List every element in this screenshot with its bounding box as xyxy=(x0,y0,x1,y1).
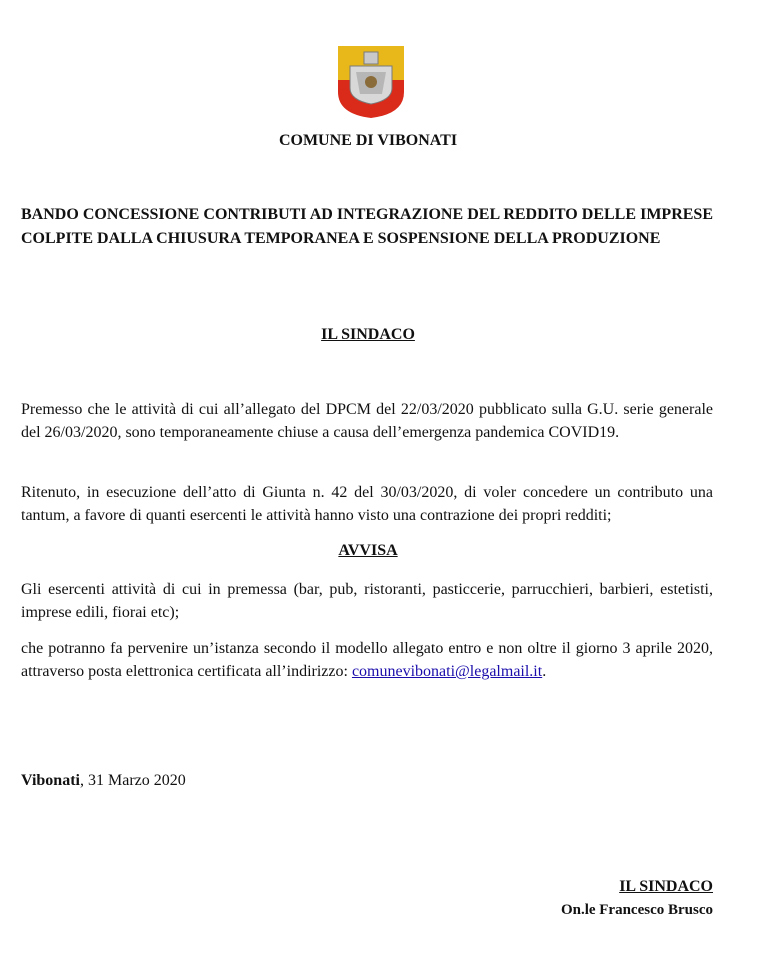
signature-name: On.le Francesco Brusco xyxy=(560,902,713,918)
place-name: Vibonati xyxy=(21,772,80,789)
heading-avvisa: AVVISA xyxy=(338,542,398,559)
document-subject: BANDO CONCESSIONE CONTRIBUTI AD INTEGRAZIONE DEL REDDITO DELLE IMPRESE COLPITE DALLA CHIUSURA TEMPORANEA E SOSPENSIONE DELLA PRODUZIONE xyxy=(21,206,713,247)
email-link[interactable]: comunevibonati@legalmail.it xyxy=(351,663,543,680)
document-date: , 31 Marzo 2020 xyxy=(79,772,186,789)
organization-name: COMUNE DI VIBONATI xyxy=(278,132,458,149)
heading-il-sindaco: IL SINDACO xyxy=(321,326,415,343)
signature-title: IL SINDACO xyxy=(619,878,713,895)
paragraph-istanza-text: che potranno fa pervenire un’istanza secondo il modello allegato entro e non oltre il giorno 3 aprile 2020, attraverso posta elettronica certificata all’indirizzo: xyxy=(21,640,713,680)
paragraph-istanza xyxy=(21,637,713,683)
paragraph-esercenti: Gli esercenti attività di cui in premessa (bar, pub, ristoranti, pasticcerie, parrucchieri, barbieri, estetisti, imprese edili, fiorai etc); xyxy=(21,581,713,621)
place-date xyxy=(21,772,186,790)
paragraph-istanza-end: . xyxy=(542,663,547,680)
paragraph-ritenuto: Ritenuto, in esecuzione dell’atto di Giunta n. 42 del 30/03/2020, di voler concedere un contributo una tantum, a favore di quanti esercenti le attività hanno visto una contrazione dei propri redditi; xyxy=(21,484,713,524)
paragraph-premesso: Premesso che le attività di cui all’allegato del DPCM del 22/03/2020 pubblicato sulla G.U. serie generale del 26/03/2020, sono temporaneamente chiuse a causa dell’emergenza pandemica COVID19. xyxy=(21,401,713,441)
municipal-crest-icon xyxy=(336,44,406,120)
